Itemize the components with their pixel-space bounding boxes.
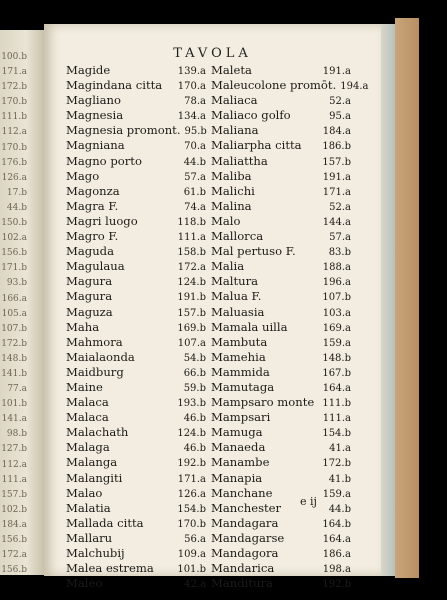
entry-name: Malaga	[66, 440, 110, 455]
entry-name: Mago	[66, 168, 100, 183]
entry-name: Magro F.	[66, 229, 119, 244]
entry-name: Maha	[66, 319, 100, 334]
entry-page-ref: 57.a	[184, 171, 206, 183]
index-entry	[211, 169, 351, 184]
entry-name: Magra F.	[66, 198, 119, 213]
index-entry	[66, 154, 206, 169]
index-entry	[66, 516, 206, 531]
entry-page-ref: 171.a	[322, 186, 351, 198]
entry-name: Maleo	[66, 576, 103, 591]
index-entry	[211, 63, 351, 78]
entry-page-ref: 198.a	[322, 564, 351, 576]
index-entry	[211, 561, 351, 576]
previous-page-ref: 170.b	[1, 142, 27, 153]
index-entry	[66, 365, 206, 380]
entry-name: Manapia	[211, 470, 263, 485]
entry-page-ref: 111.b	[322, 398, 351, 410]
index-entry	[66, 199, 206, 214]
index-entry	[211, 365, 351, 380]
entry-page-ref: 124.b	[177, 428, 206, 440]
index-entry	[66, 214, 206, 229]
index-entry	[211, 108, 351, 123]
previous-page-ref: 112.a	[1, 459, 27, 470]
entry-name: Manchester	[211, 500, 282, 515]
previous-page-ref: 156.b	[1, 565, 27, 576]
entry-page-ref: 164.a	[322, 533, 351, 545]
entry-page-ref: 42.a	[184, 579, 206, 591]
previous-page-ref: 112.a	[1, 127, 27, 138]
previous-page-ref: 93.b	[6, 278, 27, 289]
previous-page-ref: 156.b	[1, 248, 27, 259]
index-entry	[66, 350, 206, 365]
previous-page-ref: 171.a	[1, 67, 27, 78]
previous-page-edge	[0, 50, 30, 576]
entry-name: Mambuta	[211, 334, 268, 349]
previous-page-ref: 127.b	[1, 444, 27, 455]
entry-name: Maluasia	[211, 304, 265, 319]
entry-name: Mamehia	[211, 349, 266, 364]
previous-page-ref: 101.b	[1, 399, 27, 410]
page-heading: TAVOLA	[173, 46, 252, 61]
entry-page-ref: 170.a	[177, 81, 206, 93]
index-entry	[66, 561, 206, 576]
previous-page-ref: 100.b	[1, 52, 27, 62]
index-entry	[66, 335, 206, 350]
entry-name: Maliana	[211, 123, 259, 138]
index-entry	[66, 229, 206, 244]
entry-name: Maidburg	[66, 364, 124, 379]
entry-name: Manchane	[211, 485, 273, 500]
entry-name: Magura	[66, 289, 113, 304]
previous-page-ref: 126.a	[1, 172, 27, 183]
entry-name: Magura	[66, 274, 113, 289]
entry-page-ref: 126.a	[177, 488, 206, 500]
entry-name: Magniana	[66, 138, 125, 153]
entry-page-ref: 54.b	[183, 352, 206, 364]
entry-name: Maliattha	[211, 153, 268, 168]
index-entry	[211, 531, 351, 546]
entry-name: Mampsari	[211, 410, 271, 425]
entry-page-ref: 164.b	[322, 518, 351, 530]
previous-page-ref: 98.b	[6, 429, 27, 440]
entry-name: Malanga	[66, 455, 118, 470]
index-entry	[66, 78, 206, 93]
index-entry	[211, 380, 351, 395]
entry-page-ref: 46.b	[183, 413, 206, 425]
entry-page-ref: 192.b	[177, 458, 206, 470]
entry-page-ref: 169.a	[322, 322, 351, 334]
entry-name: Malea estrema	[66, 561, 154, 576]
index-entry	[211, 335, 351, 350]
index-entry	[211, 546, 351, 561]
index-entry	[211, 123, 351, 138]
index-entry	[211, 425, 351, 440]
entry-name: Mandagara	[211, 515, 279, 530]
index-entry	[66, 289, 206, 304]
entry-name: Manambe	[211, 455, 270, 470]
index-entry	[66, 471, 206, 486]
entry-page-ref: 59.b	[183, 382, 206, 394]
previous-page-ref: 150.b	[1, 218, 27, 229]
previous-page-ref: 111.a	[1, 474, 27, 485]
index-entry	[211, 138, 351, 153]
entry-name: Mallada citta	[66, 515, 144, 530]
previous-page-ref: 17.b	[6, 187, 27, 198]
index-entry	[211, 93, 351, 108]
entry-page-ref: 186.a	[322, 549, 351, 560]
entry-page-ref: 107.a	[177, 337, 206, 349]
entry-name: Malia	[211, 259, 245, 274]
previous-page-ref: 172.b	[1, 338, 27, 349]
entry-name: Malachath	[66, 425, 129, 440]
index-entry	[211, 199, 351, 214]
index-entry	[66, 320, 206, 335]
entry-name: Maliaca	[211, 93, 258, 108]
index-entry	[66, 380, 206, 395]
index-entry	[66, 576, 206, 591]
previous-page-ref: 172.a	[1, 550, 27, 561]
previous-page-ref: 176.b	[1, 157, 27, 168]
entry-page-ref: 111.a	[322, 413, 351, 425]
entry-name: Malaca	[66, 410, 109, 425]
entry-name: Magide	[66, 63, 111, 77]
entry-name: Mahmora	[66, 334, 123, 349]
entry-page-ref: 188.a	[322, 262, 351, 274]
entry-page-ref: 52.a	[329, 201, 351, 213]
index-entry	[211, 516, 351, 531]
index-entry	[66, 108, 206, 123]
entry-name: Mal pertuso F.	[211, 244, 296, 259]
entry-name: Malchubij	[66, 546, 125, 560]
previous-page-ref: 111.b	[1, 112, 27, 123]
index-entry	[66, 410, 206, 425]
entry-page-ref: 172.b	[322, 458, 351, 470]
index-entry	[66, 93, 206, 108]
entry-name: Maguza	[66, 304, 113, 319]
entry-page-ref: 157.b	[177, 307, 206, 319]
previous-page-ref: 44.b	[6, 202, 27, 213]
previous-page-ref: 166.a	[1, 293, 27, 304]
entry-name: Maine	[66, 379, 103, 394]
entry-name: Maliba	[211, 168, 252, 183]
entry-page-ref: 159.a	[322, 488, 351, 500]
entry-name: Mandarica	[211, 561, 275, 576]
entry-name: Mamutaga	[211, 379, 275, 394]
index-entry	[66, 169, 206, 184]
entry-page-ref: 74.a	[184, 201, 206, 213]
index-entry	[211, 244, 351, 259]
entry-page-ref: 78.a	[184, 96, 206, 108]
index-entry	[66, 425, 206, 440]
entry-name: Magliano	[66, 93, 121, 108]
index-entry	[66, 138, 206, 153]
entry-page-ref: 56.a	[184, 533, 206, 545]
previous-page-ref: 77.a	[7, 384, 27, 395]
entry-page-ref: 61.b	[183, 186, 206, 198]
index-entry	[211, 305, 351, 320]
index-entry	[211, 259, 351, 274]
entry-page-ref: 66.b	[183, 367, 206, 379]
index-entry	[211, 501, 351, 516]
index-entry	[211, 576, 351, 591]
index-entry	[66, 501, 206, 516]
index-entry	[211, 440, 351, 455]
entry-page-ref: 194.a	[340, 81, 369, 93]
entry-name: Mampsaro monte	[211, 395, 315, 410]
entry-page-ref: 193.b	[177, 398, 206, 410]
previous-page-ref: 105.a	[1, 308, 27, 319]
entry-page-ref: 101.b	[177, 564, 206, 576]
entry-name: Malina	[211, 198, 252, 213]
entry-page-ref: 52.a	[329, 96, 351, 108]
entry-name: Magri luogo	[66, 213, 138, 228]
previous-page-ref: 141.a	[1, 414, 27, 425]
index-entry	[66, 546, 206, 561]
entry-name: Magonza	[66, 183, 120, 198]
previous-page-ref: 170.b	[1, 97, 27, 108]
entry-name: Mandagarse	[211, 530, 285, 545]
entry-name: Malatia	[66, 500, 111, 515]
entry-page-ref: 186.b	[322, 141, 351, 153]
entry-page-ref: 191.a	[322, 171, 351, 183]
entry-name: Maliaco golfo	[211, 108, 291, 123]
page-fore-edge	[381, 24, 395, 576]
entry-name: Maleta	[211, 63, 252, 77]
entry-name: Maialaonda	[66, 349, 135, 364]
entry-name: Magnesia	[66, 108, 124, 123]
index-entry	[211, 274, 351, 289]
entry-page-ref: 164.a	[322, 382, 351, 394]
entry-page-ref: 103.a	[322, 307, 351, 319]
index-entry	[66, 123, 206, 138]
entry-page-ref: 44.b	[183, 156, 206, 168]
entry-page-ref: 46.b	[183, 443, 206, 455]
entry-name: Magnesia promont.	[66, 123, 181, 138]
entry-name: Malangiti	[66, 470, 123, 485]
entry-page-ref: 144.a	[322, 216, 351, 228]
index-entry	[211, 350, 351, 365]
entry-page-ref: 171.a	[177, 473, 206, 485]
entry-page-ref: 83.b	[328, 247, 351, 259]
index-entry	[66, 440, 206, 455]
index-entry	[66, 305, 206, 320]
entry-page-ref: 159.a	[322, 337, 351, 349]
entry-page-ref: 111.a	[177, 232, 206, 244]
index-entry	[211, 184, 351, 199]
entry-page-ref: 167.b	[322, 367, 351, 379]
entry-page-ref: 169.b	[177, 322, 206, 334]
entry-name: Manaeda	[211, 440, 266, 455]
index-entry	[66, 259, 206, 274]
entry-page-ref: 57.a	[329, 232, 351, 244]
entry-name: Malaca	[66, 395, 109, 410]
index-entry	[211, 154, 351, 169]
index-entry	[66, 244, 206, 259]
entry-name: Magindana citta	[66, 78, 163, 93]
previous-page-ref: 171.b	[1, 263, 27, 274]
entry-name: Mamuga	[211, 425, 263, 440]
index-entry	[66, 531, 206, 546]
previous-page-ref: 156.b	[1, 535, 27, 545]
entry-name: Magulaua	[66, 259, 125, 274]
entry-page-ref: 172.a	[177, 262, 206, 274]
previous-page-ref: 148.b	[1, 353, 27, 364]
entry-page-ref: 157.b	[322, 156, 351, 168]
entry-name: Maguda	[66, 244, 115, 259]
entry-name: Mallorca	[211, 229, 264, 244]
index-entry	[211, 471, 351, 486]
entry-page-ref: 41.a	[329, 443, 351, 455]
entry-name: Malua F.	[211, 289, 262, 304]
index-entry	[211, 395, 351, 410]
index-entry	[66, 274, 206, 289]
entry-name: Mallaru	[66, 530, 113, 545]
index-entry	[66, 395, 206, 410]
entry-name: Maltura	[211, 274, 259, 289]
index-entry	[211, 320, 351, 335]
entry-name: Manditura	[211, 576, 273, 591]
entry-name: Maleucolone promōt.	[211, 78, 337, 93]
entry-name: Mamala uilla	[211, 319, 288, 334]
entry-page-ref: 95.a	[329, 111, 351, 123]
index-entry	[66, 486, 206, 501]
entry-name: Mandagora	[211, 546, 279, 560]
entry-page-ref: 134.a	[177, 111, 206, 123]
index-entry	[66, 184, 206, 199]
index-column-left	[66, 63, 206, 591]
index-entry	[211, 289, 351, 304]
entry-page-ref: 44.b	[328, 503, 351, 515]
previous-page-ref: 157.b	[1, 489, 27, 500]
entry-page-ref: 118.b	[177, 216, 206, 228]
entry-page-ref: 196.a	[322, 277, 351, 289]
entry-page-ref: 154.b	[177, 503, 206, 515]
entry-page-ref: 148.b	[322, 352, 351, 364]
entry-name: Malo	[211, 213, 241, 228]
book-cover-board	[395, 18, 419, 578]
index-entry	[66, 63, 206, 78]
entry-page-ref: 191.b	[177, 292, 206, 304]
entry-page-ref: 70.a	[184, 141, 206, 153]
entry-page-ref: 139.a	[177, 66, 206, 77]
index-entry	[211, 78, 369, 93]
entry-name: Mammida	[211, 364, 270, 379]
entry-page-ref: 107.b	[322, 292, 351, 304]
index-entry	[211, 214, 351, 229]
previous-page-ref: 102.b	[1, 504, 27, 515]
entry-page-ref: 191.a	[322, 66, 351, 77]
signature-mark: e ij	[300, 495, 317, 508]
index-entry	[211, 410, 351, 425]
entry-page-ref: 158.b	[177, 247, 206, 259]
entry-name: Malichi	[211, 183, 255, 198]
entry-page-ref: 41.b	[328, 473, 351, 485]
index-entry	[66, 455, 206, 470]
index-column-right	[211, 63, 369, 591]
entry-name: Malao	[66, 485, 103, 500]
previous-page-ref: 141.b	[1, 368, 27, 379]
entry-name: Maliarpha citta	[211, 138, 302, 153]
entry-page-ref: 124.b	[177, 277, 206, 289]
index-entry	[211, 486, 351, 501]
previous-page-ref: 184.a	[1, 519, 27, 530]
entry-page-ref: 170.b	[177, 518, 206, 530]
entry-page-ref: 95.b	[184, 126, 207, 138]
entry-name: Magno porto	[66, 153, 142, 168]
index-entry	[211, 229, 351, 244]
previous-page-ref: 102.a	[1, 233, 27, 244]
previous-page-ref: 107.b	[1, 323, 27, 334]
previous-page-ref: 172.b	[1, 82, 27, 93]
index-entry	[211, 455, 351, 470]
entry-page-ref: 109.a	[177, 549, 206, 560]
entry-page-ref: 154.b	[322, 428, 351, 440]
entry-page-ref: 184.a	[322, 126, 351, 138]
entry-page-ref: 192.b	[322, 579, 351, 591]
